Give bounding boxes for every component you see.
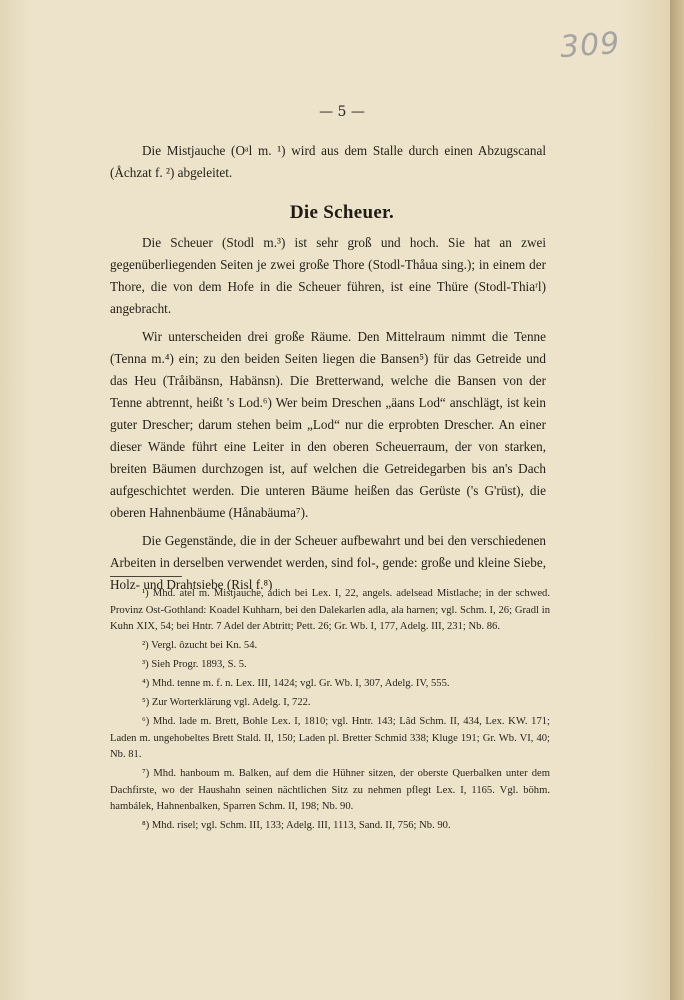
paragraph-2: Wir unterscheiden drei große Räume. Den Mittelraum nimmt die Tenne (Tenna m.⁴) ein; zu den beiden Seiten liegen die Bansen⁵) für das Getreide und das Heu (Tråibänsn, Habänsn). Die Bretterwand, welche die Bansen von der Tenne abtrennt, heißt 's Lod.⁶) Wer beim Dreschen „äans Lod“ anschlägt, ist kein guter Drescher; darum stehen beim „Lod“ nur die erprobten Drescher. An einer dieser Wände führt eine Leiter in den oberen Scheuerraum, der von starken, breiten Bäumen durchzogen ist, auf welchen die Getreidegarben bis an's Dach aufgeschichtet werden. Die unteren Bäume heißen das Gerüste ('s G'rüst), die oberen Hahnenbäume (Hånabäuma⁷). (110, 329, 546, 520)
paragraph-3: Die Gegenstände, die in der Scheuer aufbewahrt und bei den verschiedenen Arbeiten in derselben verwendet werden, sind fol-, gende: große und kleine Siebe, Holz- und Drahtsiebe (Risl f.⁸) (110, 533, 546, 592)
footnote-1: ¹) Mhd. atel m. Mistjauche, adich bei Lex. I, 22, angels. adelsead Mistlache; in der schwed. Provinz Ost-Gothland: Koadel Kuhharn, bei den Dalekarlen adla, ala harnen; vgl. Schm. I, 26; Gradl in Kuhn XIX, 54; bei Hntr. 7 Adel der Abtritt; Pett. 26; Gr. Wb. I, 177, Adelg. III, 231; Nb. 86. (110, 588, 550, 633)
page-edge (670, 0, 684, 1000)
page-number: — 5 — (319, 104, 365, 120)
footnote-4: ⁴) Mhd. tenne m. f. n. Lex. III, 1424; vgl. Gr. Wb. I, 307, Adelg. IV, 555. (142, 678, 450, 690)
pencil-annotation: 309 (558, 25, 622, 66)
footnote-7: ⁷) Mhd. hanboum m. Balken, auf dem die Hühner sitzen, der oberste Querbalken unter dem Dachfirste, wo der Haushahn seinen nächtlichen Sitz zu nehmen pflegt Lex. I, 1165. Vgl. böhm. hambálek, Hahnenbalken, Sparren Schm. II, 198; Nb. 90. (110, 768, 550, 813)
section-body (110, 232, 546, 596)
intro-paragraph (110, 140, 546, 184)
footnotes (110, 586, 550, 837)
footnote-5: ⁵) Zur Worterklärung vgl. Adelg. I, 722. (142, 697, 311, 709)
paragraph-1: Die Scheuer (Stodl m.³) ist sehr groß und hoch. Sie hat an zwei gegenüberliegenden Seiten je zwei große Thore (Stodl-Thåua sing.); in einem der Thore, die von dem Hofe in die Scheuer führen, ist eine Thüre (Stodl-Thiaʳl) angebracht. (110, 235, 546, 316)
footnote-3: ³) Sieh Progr. 1893, S. 5. (142, 659, 247, 671)
intro-text: Die Mistjauche (Oᵃl m. ¹) wird aus dem Stalle durch einen Abzugscanal (Åchzat f. ²) abgeleitet. (110, 143, 546, 180)
section-heading: Die Scheuer. (289, 202, 395, 223)
footnote-2: ²) Vergl. ôzucht bei Kn. 54. (142, 640, 258, 652)
footnote-6: ⁶) Mhd. lade m. Brett, Bohle Lex. I, 1810; vgl. Hntr. 143; Lâd Schm. II, 434, Lex. KW. 171; Laden m. ungehobeltes Brett Stald. II, 150; Laden pl. Bretter Schmid 338; Kluge 191; Gr. Wb. VI, 40; Nb. 81. (110, 716, 550, 761)
footnote-divider (110, 576, 182, 577)
footnote-8: ⁸) Mhd. risel; vgl. Schm. III, 133; Adelg. III, 1113, Sand. II, 756; Nb. 90. (142, 820, 451, 832)
